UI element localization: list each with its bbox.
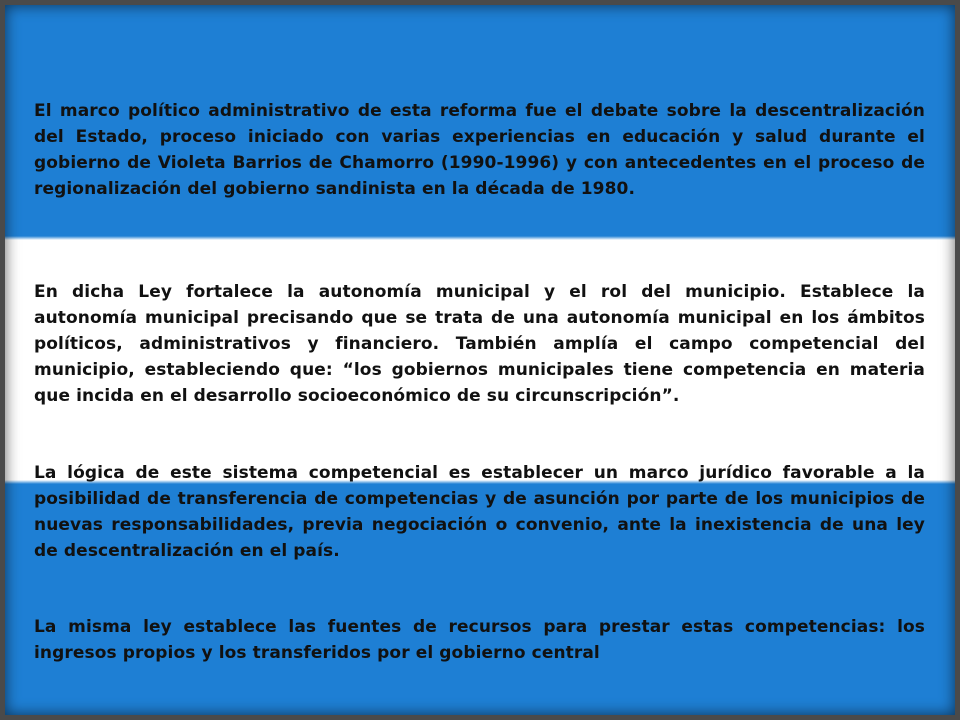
- paragraph-fuentes-recursos: La misma ley establece las fuentes de recursos para prestar estas competencias: los ingresos propios y los transferidos por el gobierno central: [34, 617, 925, 663]
- paragraph-sistema-competencial: La lógica de este sistema competencial es establecer un marco jurídico favorable a la posibilidad de transferencia de competencias y de asunción por parte de los municipios de nuevas responsabilidades, previa negociación o convenio, ante la inexistencia de una ley de descentralización en el país.: [34, 463, 925, 561]
- paragraph-autonomia-municipal: En dicha Ley fortalece la autonomía municipal y el rol del municipio. Establece la autonomía municipal precisando que se trata de una autonomía municipal en los ámbitos políticos, administrativos y financiero. También amplía el campo competencial del municipio, estableciendo que: “los gobiernos municipales tiene competencia en materia que incida en el desarrollo socioeconómico de su circunscripción”.: [34, 282, 925, 406]
- paragraph-descentralizacion: El marco político administrativo de esta reforma fue el debate sobre la descentralización del Estado, proceso iniciado con varias experiencias en educación y salud durante el gobierno de Violeta Barrios de Chamorro (1990-1996) y con antecedentes en el proceso de regionalización del gobierno sandinista en la década de 1980.: [34, 101, 925, 199]
